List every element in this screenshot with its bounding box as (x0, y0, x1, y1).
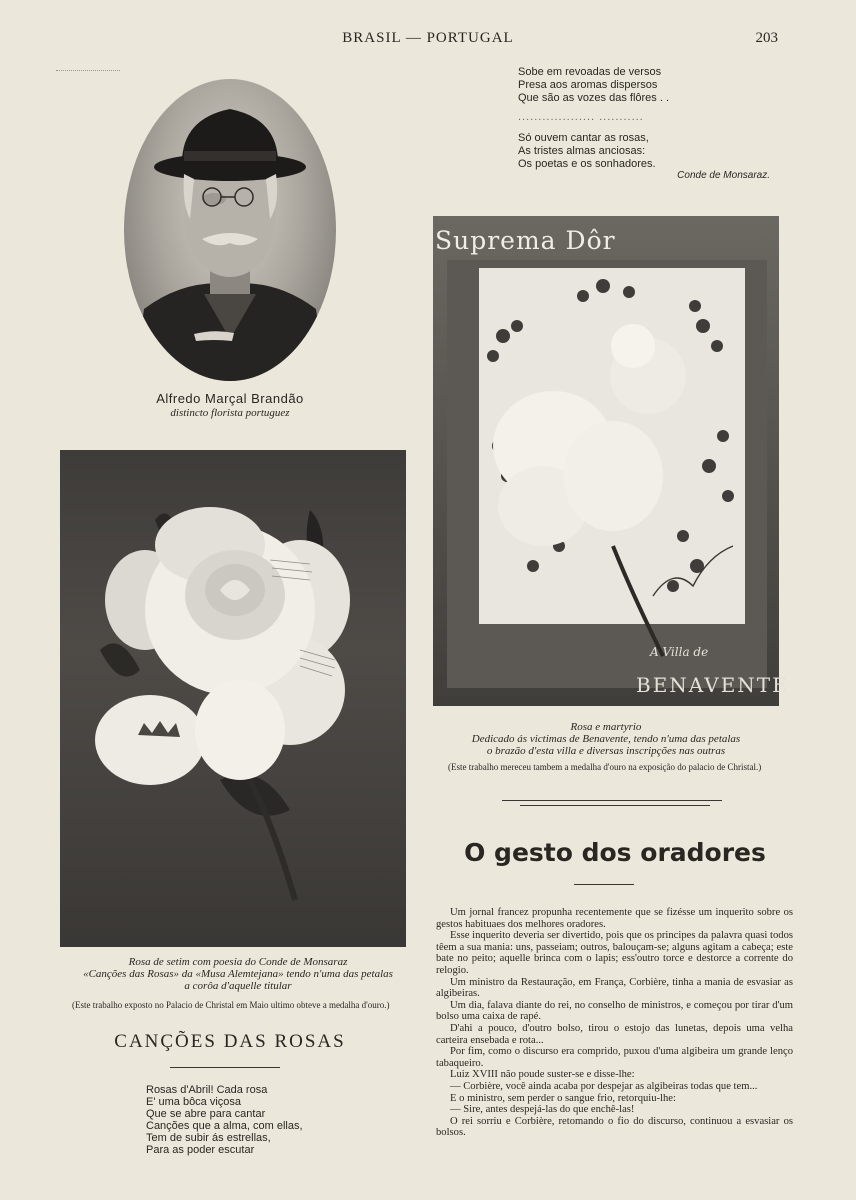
card-villa-label: A Villa de (650, 645, 709, 659)
card-note: (Este trabalho mereceu tambem a medalha d'ouro na exposição do palacio de Christal.) (448, 762, 762, 772)
running-header: BRASIL — PORTUGAL (342, 30, 514, 46)
article-title: O gesto dos oradores (464, 838, 766, 867)
poem-line: Tem de subir ás estrellas, (146, 1132, 271, 1144)
section-heading: CANÇÕES DAS ROSAS (114, 1031, 346, 1052)
rose-photo-note: (Este trabalho exposto no Palacio de Christal em Maio ultimo obteve a medalha d'ouro.) (72, 1000, 390, 1010)
card-title: Suprema Dôr (435, 226, 616, 255)
article-paragraph: D'ahi a pouco, d'outro bolso, tirou o estojo das lunetas, depois uma velha carteira ensebada e rota... (436, 1022, 793, 1046)
article-paragraph: — Corbière, você ainda acaba por despejar as algibeiras todas que tem... (450, 1080, 758, 1092)
article-paragraph: Esse inquerito deveria ser divertido, pois que os principes da palavra quasi todos têem a sua mania: uns, passeiam; outros, balouçam-se; alguns agitam a cabeça; este bate no peito; aquelle brinca com o lapis; ess'outro torce e destorce a corrente do relogio. (436, 930, 793, 976)
poem-line: E' uma bôca viçosa (146, 1096, 242, 1108)
poem-line: Canções que a alma, com ellas, (146, 1120, 303, 1132)
card-caption (436, 721, 776, 757)
caption-line: Dedicado ás victimas de Benavente, tendo n'uma das petalas (471, 733, 741, 745)
caption-line: a corôa d'aquelle titular (184, 980, 292, 992)
caption-line: «Canções das Rosas» da «Musa Alemtejana» tendo n'uma das petalas (83, 968, 393, 980)
poem-line: Os poetas e os sonhadores. (518, 158, 656, 170)
portrait-subtitle: distincto florista portuguez (170, 407, 290, 419)
poem-line: Só ouvem cantar as rosas, (518, 132, 649, 144)
poem-line: Sobe em revoadas de versos (518, 66, 662, 78)
poem-canções (146, 1084, 406, 1156)
portrait-name: Alfredo Marçal Brandão (156, 391, 304, 406)
divider-rule (502, 800, 722, 801)
portrait-illustration (124, 79, 336, 381)
poem-line: As tristes almas anciosas: (518, 145, 646, 157)
poem-separator: ................... ........... (518, 111, 644, 123)
dotted-mark (56, 70, 120, 71)
divider-rule (170, 1067, 280, 1068)
article-paragraph: Um jornal francez propunha recentemente que se fizésse um inquerito sobre os gestos habituaes dos melhores oradores. (436, 907, 793, 930)
article-paragraph: O rei sorriu e Corbière, retomando o fio do discurso, continuou a esvasiar os bolsos. (436, 1115, 793, 1139)
poem-line: Para as poder escutar (146, 1144, 255, 1156)
divider-rule (574, 884, 634, 885)
article-body (436, 907, 793, 1139)
divider-rule (520, 805, 710, 806)
portrait-photo (124, 79, 336, 381)
poem-line: Presa aos aromas dispersos (518, 79, 658, 91)
article-paragraph: Luiz XVIII não poude suster-se e disse-lhe: (450, 1069, 635, 1081)
article-paragraph: — Sire, antes despejá-las do que enchê-las! (450, 1104, 635, 1116)
caption-line: Rosa de setim com poesia do Conde de Monsaraz (128, 956, 348, 968)
satin-rose-illustration (60, 450, 406, 947)
poem-line: Que são as vozes das flôres . . (518, 92, 670, 104)
page-number: 203 (755, 30, 778, 46)
article-paragraph: E o ministro, sem perder o sangue frio, retorquiu-lhe: (450, 1092, 676, 1104)
article-paragraph: Um dia, falava diante do rei, no conselho de ministros, e começou por tirar d'um bolso uma caixa de rapé. (436, 999, 793, 1023)
poem-signature: Conde de Monsaraz. (677, 170, 770, 181)
article-paragraph: Por fim, como o discurso era comprido, puxou d'uma algibeira um grande lenço tabaqueiro. (436, 1046, 793, 1069)
poem-line: Que se abre para cantar (146, 1108, 266, 1120)
card-town: BENAVENTE (636, 673, 789, 697)
rose-photo-caption (58, 956, 418, 992)
suprema-dor-card (433, 216, 779, 706)
poem-line: Rosas d'Abril! Cada rosa (146, 1084, 268, 1096)
rose-photo (60, 450, 406, 947)
poem-fragment-top (518, 66, 818, 171)
caption-line: Rosa e martyrio (570, 721, 642, 733)
card-illustration (433, 216, 779, 706)
article-paragraph: Um ministro da Restauração, em França, Corbière, tinha a mania de esvasiar as algibeiras. (436, 976, 793, 1000)
caption-line: o brazão d'esta villa e diversas inscripções nas outras (486, 745, 726, 757)
